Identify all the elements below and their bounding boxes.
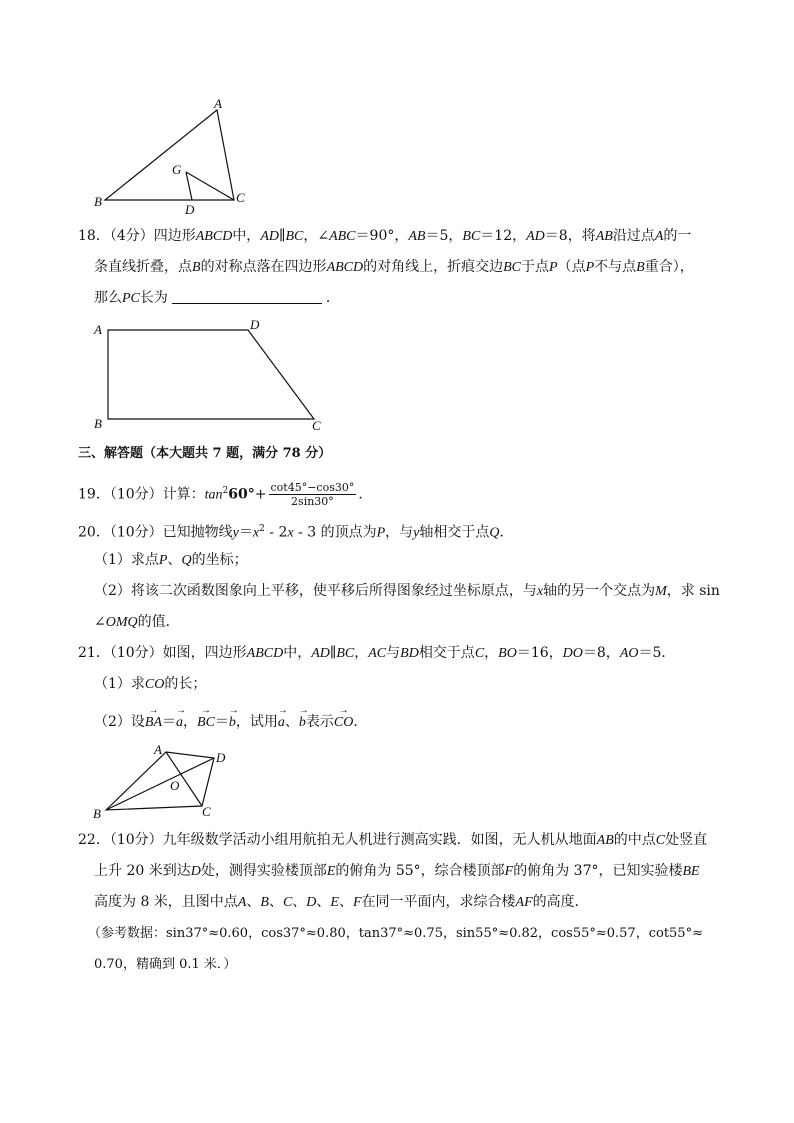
quadrilateral-figure <box>90 740 240 820</box>
label-d: D <box>250 317 260 332</box>
q22-line1: 22．（10分）九年级数学活动小组用航拍无人机进行测高实践．如图，无人机从地面AB的中点C处竖直 <box>78 832 708 848</box>
label-c: C <box>202 804 211 819</box>
label-g: G <box>172 162 182 177</box>
fraction: $\frac{\cot 45^\circ-\cos 30^\circ}{2\sin 30^\circ}$ <box>270 481 355 509</box>
q22-line2: 上升 20 米到达D处，测得实验楼顶部E的俯角为 55°，综合楼顶部F的俯角为 37°，已知实验楼BE <box>94 863 700 879</box>
trapezoid-figure <box>90 316 330 436</box>
label-a: A <box>94 322 102 337</box>
q18-line1: 18．（4分）四边形ABCD中，AD∥BC，∠ABC＝90°，AB＝5，BC＝12，AD＝8，将AB沿过点A的一 <box>78 228 692 244</box>
q22-line3: 高度为 8 米，且图中点A、B、C、D、E、F在同一平面内，求综合楼AF的高度． <box>94 894 589 910</box>
q20-part1: （1）求点P、Q的坐标； <box>94 552 248 568</box>
label-b: B <box>94 416 102 431</box>
answer-blank[interactable] <box>172 289 322 304</box>
triangle-figure <box>90 96 260 218</box>
section-heading: 三、解答题（本大题共 7 题，满分 78 分） <box>78 446 332 461</box>
q18-line3: 那么PC长为 ． <box>94 290 340 306</box>
q21-part2: （2）设→ BA＝→ a，→ BC＝→ b，试用→ a、→ b表示→ CO． <box>94 713 367 732</box>
q22-reference-line1: （参考数据：sin37°≈0.60，cos37°≈0.80，tan37°≈0.75，sin55°≈0.82，cos55°≈0.57，cot55°≈ <box>88 926 703 941</box>
q21-part1: （1）求CO的长； <box>94 676 207 692</box>
q20-part2-cont: ∠OMQ的值． <box>94 614 180 630</box>
label-d: D <box>185 202 195 217</box>
q20-part2: （2）将该二次函数图象向上平移，使平移后所得图象经过坐标原点，与x轴的另一个交点为M，求 sin <box>94 583 720 599</box>
label-c: C <box>236 190 245 205</box>
label-c: C <box>312 418 321 433</box>
q20-line1: 20．（10分）已知抛物线$y=x^2 - 2x - 3$ 的顶点为P，与y轴相交于点Q． <box>78 524 514 541</box>
label-o: O <box>170 778 180 793</box>
q19: 19．（10分）计算：$\tan^260^\circ+$ $\frac{\cot 45^\circ-\cos 30^\circ}{2\sin 30^\circ}$ ． <box>78 481 373 509</box>
q21-line1: 21．（10分）如图，四边形ABCD中，AD∥BC，AC与BD相交于点C，BO＝16，DO＝8，AO＝5． <box>78 645 676 661</box>
label-d: D <box>216 750 226 765</box>
label-a: A <box>154 742 162 757</box>
label-a: A <box>214 96 222 111</box>
label-b: B <box>94 194 102 209</box>
q22-reference-line2: 0.70，精确到 0.1 米．） <box>94 957 237 972</box>
q18-line2: 条直线折叠，点B的对称点落在四边形ABCD的对角线上，折痕交边BC于点P（点P不与点B重合）， <box>94 259 694 275</box>
label-b: B <box>93 806 101 820</box>
